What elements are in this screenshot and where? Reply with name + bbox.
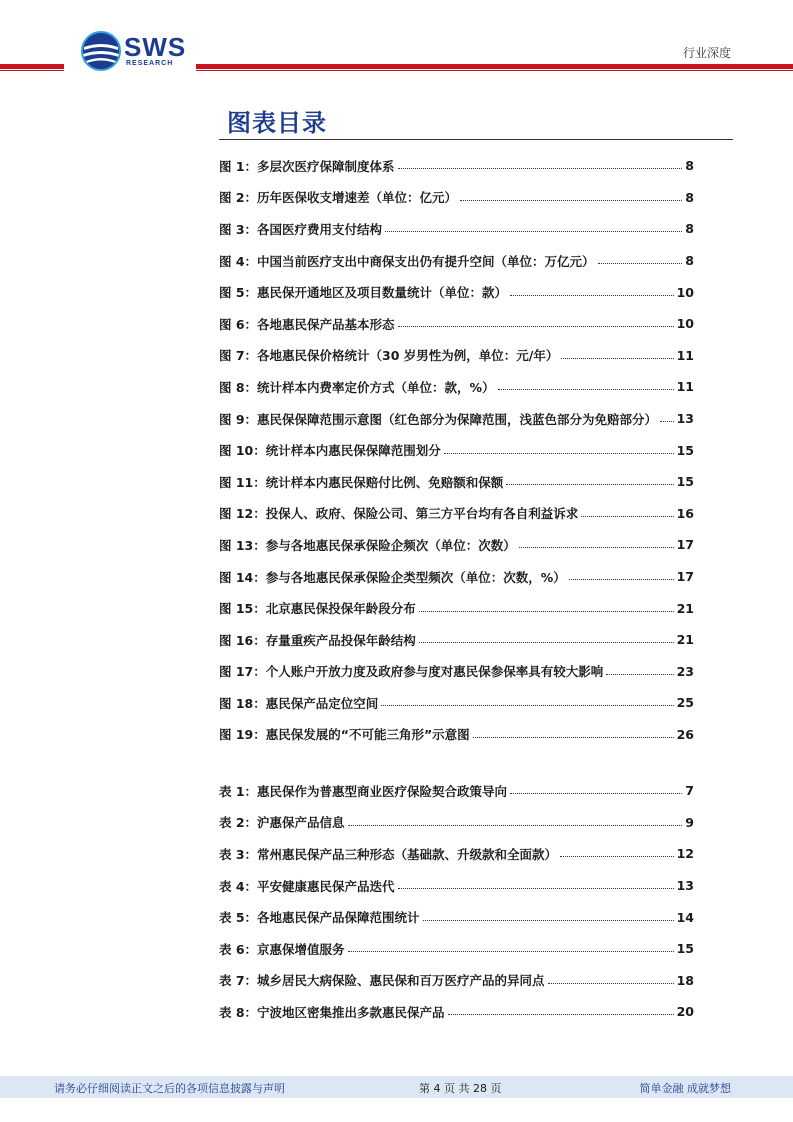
figure-toc-entry[interactable] — [219, 656, 694, 688]
table-toc-entry[interactable] — [219, 870, 694, 902]
header-rule-right — [196, 64, 793, 69]
company-logo — [80, 30, 190, 72]
title-divider — [219, 139, 733, 140]
toc-entry-label: 图 11：统计样本内惠民保赔付比例、免赔额和保额 — [219, 474, 504, 490]
footer-disclaimer: 请务必仔细阅读正文之后的各项信息披露与声明 — [54, 1082, 285, 1095]
dot-leader — [548, 983, 674, 984]
toc-entry-label: 图 9：惠民保保障范围示意图（红色部分为保障范围，浅蓝色部分为免赔部分） — [219, 411, 658, 427]
toc-entry-label: 表 8：宁波地区密集推出多款惠民保产品 — [219, 1004, 445, 1020]
toc-entry-page: 10 — [676, 316, 694, 332]
dot-leader — [419, 642, 674, 643]
table-toc-entry[interactable] — [219, 996, 694, 1028]
dot-leader — [606, 674, 673, 675]
toc-entry-label: 图 10：统计样本内惠民保保障范围划分 — [219, 443, 441, 459]
toc-entry-label: 图 12：投保人、政府、保险公司、第三方平台均有各自利益诉求 — [219, 506, 579, 522]
dot-leader — [510, 793, 682, 794]
toc-entry-page: 16 — [676, 505, 694, 521]
figure-toc-entry[interactable] — [219, 276, 694, 308]
toc-entry-page: 15 — [676, 941, 694, 957]
table-toc-entry[interactable] — [219, 965, 694, 997]
dot-leader — [381, 705, 673, 706]
toc-entry-label: 图 15：北京惠民保投保年龄段分布 — [219, 601, 416, 617]
toc-entry-label: 表 2：沪惠保产品信息 — [219, 815, 345, 831]
figure-toc-entry[interactable] — [219, 561, 694, 593]
dot-leader — [419, 611, 674, 612]
dot-leader — [460, 200, 682, 201]
report-type-label: 行业深度 — [682, 46, 731, 60]
table-toc-entry[interactable] — [219, 933, 694, 965]
toc-entry-page: 14 — [676, 909, 694, 925]
toc-entry-page: 17 — [676, 569, 694, 585]
toc-entry-page: 11 — [676, 379, 694, 395]
toc-entry-page: 11 — [676, 347, 694, 363]
dot-leader — [569, 579, 674, 580]
dot-leader — [398, 326, 674, 327]
table-toc-entry[interactable] — [219, 838, 694, 870]
dot-leader — [560, 856, 674, 857]
toc-entry-label: 表 1：惠民保作为普惠型商业医疗保险契合政策导向 — [219, 783, 508, 799]
page-header — [0, 0, 793, 80]
toc-entry-page: 15 — [676, 442, 694, 458]
header-rule-left-thin — [0, 70, 64, 71]
header-rule-right-thin — [196, 70, 793, 71]
toc-entry-page: 17 — [676, 537, 694, 553]
globe-logo-icon — [80, 30, 122, 72]
toc-entry-label: 图 5：惠民保开通地区及项目数量统计（单位：款） — [219, 285, 508, 301]
toc-entry-page: 21 — [676, 600, 694, 616]
figure-toc-entry[interactable] — [219, 466, 694, 498]
dot-leader — [423, 920, 674, 921]
dot-leader — [519, 547, 674, 548]
toc-entry-label: 图 8：统计样本内费率定价方式（单位：款，%） — [219, 379, 495, 395]
toc-entry-label: 表 4：平安健康惠民保产品迭代 — [219, 878, 395, 894]
toc-entry-label: 图 16：存量重疾产品投保年龄结构 — [219, 632, 416, 648]
page-footer — [0, 1076, 793, 1098]
dot-leader — [510, 295, 674, 296]
toc-entry-page: 21 — [676, 632, 694, 648]
figure-toc-entry[interactable] — [219, 150, 694, 182]
toc-entry-page: 18 — [676, 972, 694, 988]
logo-subtext: RESEARCH — [126, 60, 174, 67]
figure-toc-entry[interactable] — [219, 498, 694, 530]
figure-toc-entry[interactable] — [219, 182, 694, 214]
toc-entry-page: 7 — [685, 783, 694, 799]
dot-leader — [506, 484, 673, 485]
toc-entry-label: 表 7：城乡居民大病保险、惠民保和百万医疗产品的异同点 — [219, 973, 545, 989]
dot-leader — [398, 168, 683, 169]
figure-toc-entry[interactable] — [219, 403, 694, 435]
figure-toc-entry[interactable] — [219, 371, 694, 403]
logo-text: SWS — [124, 32, 187, 62]
toc-entry-page: 12 — [676, 846, 694, 862]
toc-entry-label: 图 18：惠民保产品定位空间 — [219, 695, 379, 711]
toc-entry-page: 8 — [685, 189, 694, 205]
toc-entry-page: 25 — [676, 695, 694, 711]
toc-entry-label: 图 6：各地惠民保产品基本形态 — [219, 316, 395, 332]
toc-entry-label: 图 13：参与各地惠民保承保险企频次（单位：次数） — [219, 537, 516, 553]
dot-leader — [660, 421, 674, 422]
dot-leader — [448, 1014, 674, 1015]
toc-entry-page: 13 — [676, 411, 694, 427]
header-rule-left — [0, 64, 64, 69]
toc-entry-label: 表 5：各地惠民保产品保障范围统计 — [219, 910, 420, 926]
toc-entry-page: 23 — [676, 663, 694, 679]
toc-entry-page: 8 — [685, 253, 694, 269]
toc-entry-label: 图 7：各地惠民保价格统计（30 岁男性为例，单位：元/年） — [219, 348, 559, 364]
figure-toc-entry[interactable] — [219, 687, 694, 719]
dot-leader — [444, 453, 674, 454]
dot-leader — [561, 358, 673, 359]
toc-entry-label: 图 19：惠民保发展的“不可能三角形”示意图 — [219, 727, 470, 743]
table-toc-entry[interactable] — [219, 901, 694, 933]
dot-leader — [498, 389, 674, 390]
toc-entry-page: 13 — [676, 878, 694, 894]
toc-entry-page: 8 — [685, 221, 694, 237]
dot-leader — [398, 888, 674, 889]
figure-toc-entry[interactable] — [219, 434, 694, 466]
figure-toc-entry[interactable] — [219, 308, 694, 340]
toc-entry-label: 图 2：历年医保收支增速差（单位：亿元） — [219, 190, 458, 206]
figure-toc-entry[interactable] — [219, 592, 694, 624]
figure-list — [219, 150, 694, 750]
toc-entry-label: 图 4：中国当前医疗支出中商保支出仍有提升空间（单位：万亿元） — [219, 253, 595, 269]
toc-entry-label: 图 17：个人账户开放力度及政府参与度对惠民保参保率具有较大影响 — [219, 664, 604, 680]
toc-entry-page: 20 — [676, 1004, 694, 1020]
page-title: 图表目录 — [227, 109, 327, 137]
table-list — [219, 775, 694, 1028]
toc-entry-label: 图 3：各国医疗费用支付结构 — [219, 221, 383, 237]
dot-leader — [348, 825, 683, 826]
dot-leader — [473, 737, 674, 738]
figure-toc-entry[interactable] — [219, 245, 694, 277]
footer-slogan: 简单金融 成就梦想 — [639, 1082, 731, 1095]
figure-toc-entry[interactable] — [219, 529, 694, 561]
toc-entry-label: 表 6：京惠保增值服务 — [219, 941, 345, 957]
toc-entry-page: 26 — [676, 726, 694, 742]
toc-entry-page: 15 — [676, 474, 694, 490]
figure-toc-entry[interactable] — [219, 340, 694, 372]
figure-toc-entry[interactable] — [219, 719, 694, 751]
toc-entry-page: 9 — [685, 814, 694, 830]
dot-leader — [598, 263, 683, 264]
toc-entry-label: 图 1：多层次医疗保障制度体系 — [219, 158, 395, 174]
toc-entry-page: 8 — [685, 158, 694, 174]
figure-toc-entry[interactable] — [219, 624, 694, 656]
table-toc-entry[interactable] — [219, 775, 694, 807]
footer-page-info: 第 4 页 共 28 页 — [419, 1082, 502, 1095]
dot-leader — [348, 951, 674, 952]
toc-entry-label: 图 14：参与各地惠民保承保险企类型频次（单位：次数，%） — [219, 569, 566, 585]
toc-entry-label: 表 3：常州惠民保产品三种形态（基础款、升级款和全面款） — [219, 846, 558, 862]
dot-leader — [385, 231, 682, 232]
dot-leader — [581, 516, 673, 517]
toc-entry-page: 10 — [676, 284, 694, 300]
table-toc-entry[interactable] — [219, 807, 694, 839]
figure-toc-entry[interactable] — [219, 213, 694, 245]
